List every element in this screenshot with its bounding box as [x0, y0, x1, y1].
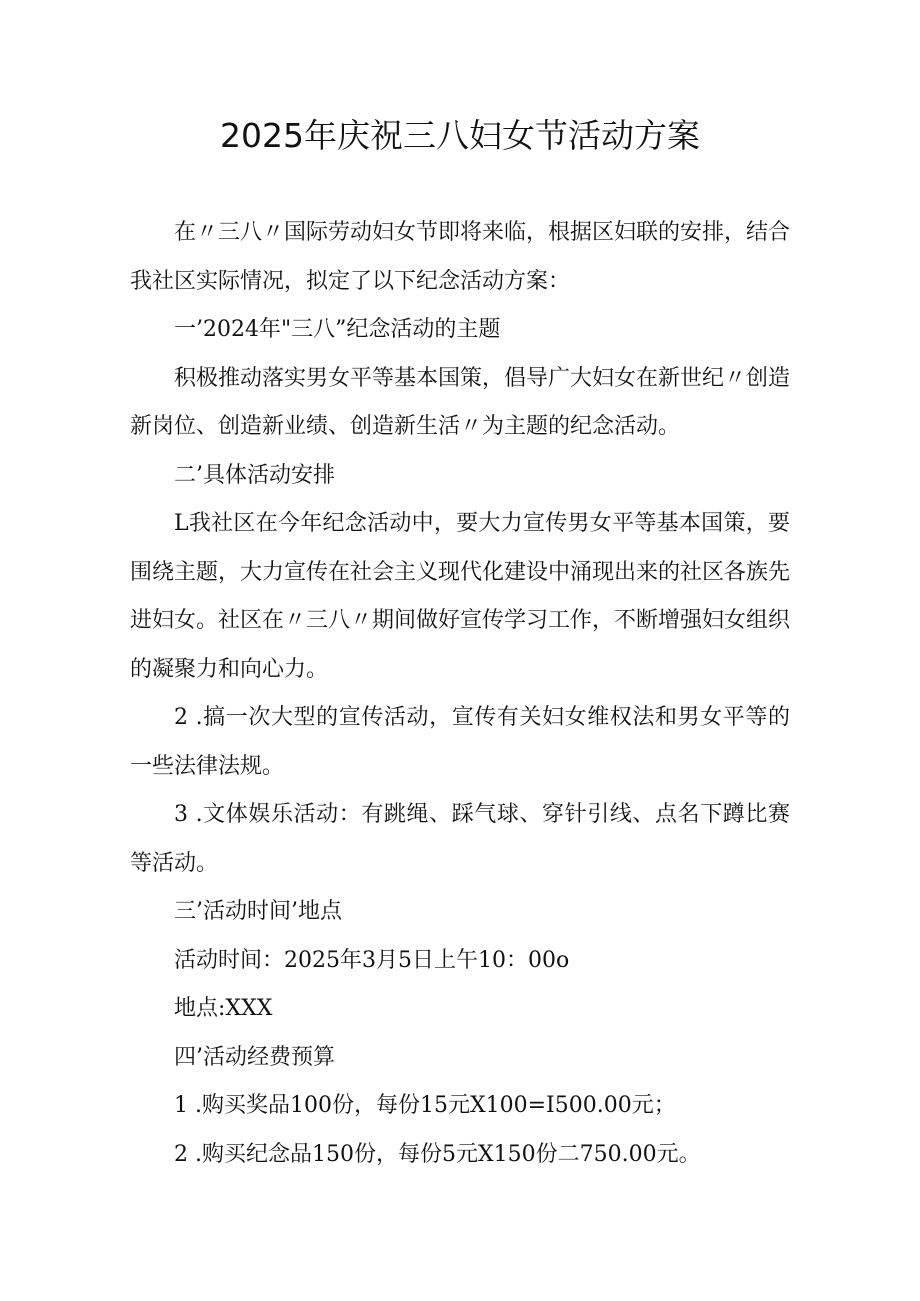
- theme-paragraph: 积极推动落实男女平等基本国策，倡导广大妇女在新世纪〃创造新岗位、创造新业绩、创造新生活〃为主题的纪念活动。: [130, 365, 791, 439]
- budget-item-1: 1 .购买奖品100份，每份15元X100=I500.00元；: [174, 1093, 676, 1118]
- budget-item-2: 2 .购买纪念品150份，每份5元X150份二750.00元。: [174, 1141, 701, 1167]
- section-heading-budget: 四’活动经费预算: [174, 1044, 335, 1070]
- arrangement-item-2: 2 .搞一次大型的宣传活动，宣传有关妇女维权法和男女平等的一些法律法规。: [130, 705, 790, 779]
- arrangement-item-1: L我社区在今年纪念活动中，要大力宣传男女平等基本国策，要围绕主题，大力宣传在社会主义现代化建设中涌现出来的社区各族先进妇女。社区在〃三八〃期间做好宣传学习工作，不断增强妇女组织的凝聚力和向心力。: [130, 511, 791, 682]
- section-heading-theme: 一’2024年"三八”纪念活动的主题: [174, 317, 501, 342]
- arrangement-item-3: 3 .文体娱乐活动：有跳绳、踩气球、穿针引线、点名下蹲比赛等活动。: [130, 802, 790, 876]
- document-title: 2025年庆祝三八妇女节活动方案: [220, 116, 700, 155]
- section-heading-time-place: 三’活动时间’地点: [174, 899, 342, 924]
- activity-time: 活动时间：2025年3月5日上午10：00o: [174, 947, 570, 973]
- activity-place: 地点:XXX: [174, 996, 273, 1021]
- intro-paragraph: 在〃三八〃国际劳动妇女节即将来临，根据区妇联的安排，结合我社区实际情况，拟定了以下纪念活动方案：: [130, 220, 791, 294]
- document-body: [130, 209, 790, 1179]
- section-heading-arrangement: 二’具体活动安排: [174, 462, 335, 488]
